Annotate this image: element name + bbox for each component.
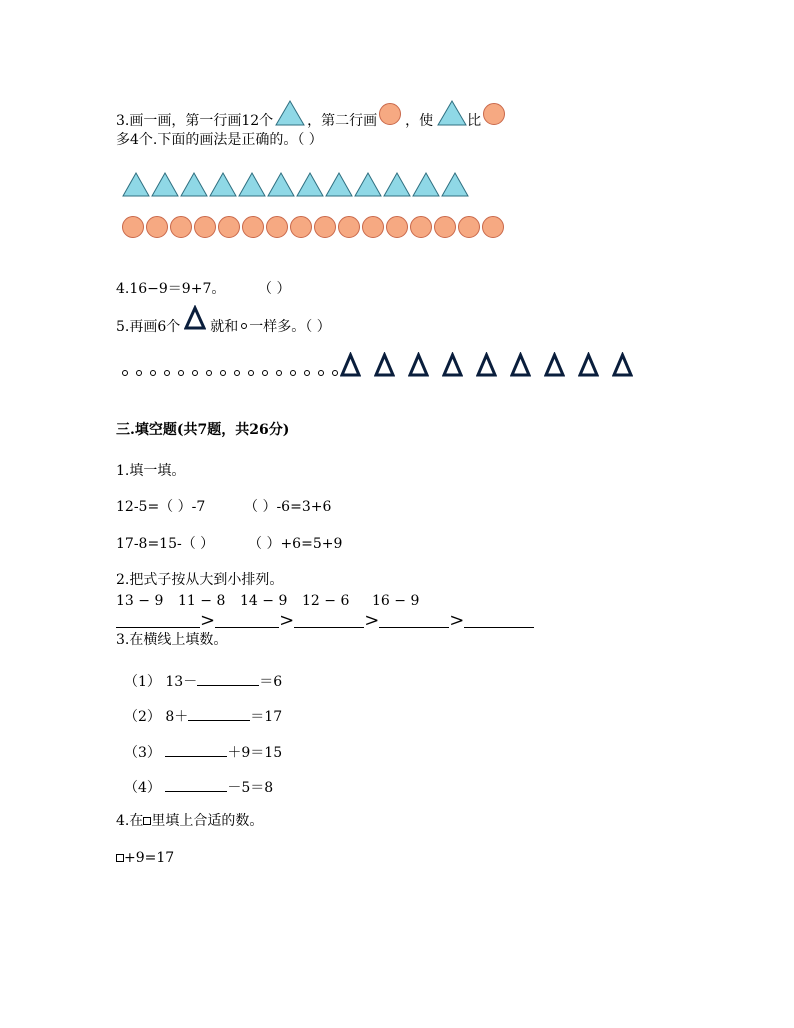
- answer-blank[interactable]: [165, 777, 227, 792]
- triangle-shape: [238, 172, 266, 197]
- answer-blank[interactable]: [215, 613, 279, 628]
- dot-shape: [122, 370, 128, 376]
- f4-title: [116, 814, 263, 828]
- triangle-shape: [267, 172, 295, 197]
- f2-expr-1: 13 − 9: [116, 593, 164, 609]
- dot-shape: [290, 370, 296, 376]
- f3-item-1: [124, 671, 282, 689]
- triangle-shape: [412, 172, 440, 197]
- f3-label: （1）: [124, 674, 161, 690]
- circle-shape: [314, 216, 336, 238]
- dot-row: [122, 370, 346, 376]
- dot-shape: [206, 370, 212, 376]
- q5-text-3: 一样多。（ ）: [249, 319, 331, 335]
- delta-shape: [510, 352, 531, 378]
- q3-text-1: 3.画一画，第一行画12个: [116, 113, 274, 129]
- q4-paren: （ ）: [258, 281, 291, 297]
- answer-blank[interactable]: [379, 613, 449, 628]
- q3-line1: [116, 96, 505, 130]
- triangle-shape: [383, 172, 411, 197]
- circle-shape: [146, 216, 168, 238]
- answer-blank[interactable]: [116, 613, 200, 628]
- delta-shape: [476, 352, 497, 378]
- dot-shape: [276, 370, 282, 376]
- circle-shape: [266, 216, 288, 238]
- f3-after: －5＝8: [227, 780, 274, 796]
- circle-shape: [338, 216, 360, 238]
- triangle-shape: [296, 172, 324, 197]
- delta-shape: [340, 352, 361, 378]
- answer-blank[interactable]: [188, 706, 250, 721]
- dot-shape: [304, 370, 310, 376]
- gt-sign: >: [449, 610, 465, 631]
- dot-shape: [262, 370, 268, 376]
- delta-shape: [612, 352, 633, 378]
- triangle-icon: [437, 100, 467, 126]
- triangle-shape: [354, 172, 382, 197]
- f3-item-3: [124, 742, 282, 760]
- q5-text-2: 就和: [210, 319, 239, 335]
- triangle-row: [122, 172, 470, 197]
- circle-shape: [170, 216, 192, 238]
- triangle-shape: [122, 172, 150, 197]
- circle-icon: [483, 103, 505, 125]
- delta-shape: [578, 352, 599, 378]
- f2-expr-4: 12 − 6: [302, 593, 350, 609]
- f2-answer-row: [116, 610, 534, 631]
- dot-shape: [192, 370, 198, 376]
- circle-shape: [290, 216, 312, 238]
- circle-shape: [242, 216, 264, 238]
- q3-line2: 多4个.下面的画法是正确的。（ ）: [116, 132, 323, 148]
- answer-blank[interactable]: [197, 671, 259, 686]
- f1-d: （ ）+6=5+9: [248, 536, 343, 552]
- circle-shape: [194, 216, 216, 238]
- f4-title-after: 里填上合适的数。: [151, 813, 264, 829]
- circle-shape: [386, 216, 408, 238]
- section-title: 三.填空题(共7题，共26分): [116, 422, 290, 438]
- f4-title-before: 4.在: [116, 813, 144, 829]
- q5-text-1: 5.再画6个: [116, 319, 181, 335]
- f3-item-2: [124, 706, 282, 724]
- f1-a: 12-5=（ ）-7: [116, 499, 206, 515]
- dot-shape: [150, 370, 156, 376]
- dot-shape: [178, 370, 184, 376]
- dot-shape: [318, 370, 324, 376]
- gt-sign: >: [364, 610, 380, 631]
- q3-text-2: ，第二行画: [307, 113, 378, 129]
- circle-shape: [362, 216, 384, 238]
- circle-shape: [434, 216, 456, 238]
- f3-label: （4）: [124, 780, 161, 796]
- f2-expr-2: 11 − 8: [178, 593, 226, 609]
- gt-sign: >: [279, 610, 295, 631]
- delta-shape: [374, 352, 395, 378]
- delta-shape: [442, 352, 463, 378]
- q4-text: 4.16−9＝9+7。: [116, 281, 226, 297]
- f3-item-4: [124, 777, 273, 795]
- q3-text-4: 比: [467, 113, 482, 129]
- q3-text-3: ，使: [405, 113, 434, 129]
- f2-expr-3: 14 − 9: [240, 593, 288, 609]
- circle-shape: [410, 216, 432, 238]
- dot-shape: [248, 370, 254, 376]
- triangle-shape: [325, 172, 353, 197]
- answer-blank[interactable]: [464, 613, 534, 628]
- triangle-shape: [151, 172, 179, 197]
- triangle-shape: [441, 172, 469, 197]
- f2-expr-5: 16 − 9: [372, 593, 420, 609]
- triangle-shape: [180, 172, 208, 197]
- answer-blank[interactable]: [294, 613, 364, 628]
- delta-shape: [408, 352, 429, 378]
- f3-label: （2）: [124, 709, 161, 725]
- dot-shape: [136, 370, 142, 376]
- f4-eq-line: [116, 851, 174, 865]
- circle-row: [122, 216, 506, 238]
- dot-shape: [164, 370, 170, 376]
- dot-icon: [241, 323, 247, 329]
- f1-c: 17-8=15-（ ）: [116, 536, 215, 552]
- circle-shape: [482, 216, 504, 238]
- f4-eq: +9=17: [124, 850, 175, 866]
- circle-icon: [379, 103, 401, 125]
- delta-shape: [544, 352, 565, 378]
- triangle-shape: [209, 172, 237, 197]
- triangle-icon: [275, 100, 305, 126]
- f2-title: 2.把式子按从大到小排列。: [116, 572, 284, 588]
- f3-title: 3.在横线上填数。: [116, 632, 228, 648]
- delta-icon: [184, 305, 206, 331]
- answer-box[interactable]: [116, 854, 124, 862]
- dot-shape: [234, 370, 240, 376]
- circle-shape: [218, 216, 240, 238]
- circle-shape: [122, 216, 144, 238]
- f3-label: （3）: [124, 745, 161, 761]
- f3-after: ＝6: [259, 674, 283, 690]
- gt-sign: >: [200, 610, 216, 631]
- dot-shape: [220, 370, 226, 376]
- f3-after: ＝17: [250, 709, 283, 725]
- delta-row: [340, 352, 646, 378]
- circle-shape: [458, 216, 480, 238]
- f3-before: 8＋: [165, 709, 189, 725]
- f1-title: 1.填一填。: [116, 463, 186, 479]
- q5-line: [116, 300, 331, 336]
- f3-after: ＋9＝15: [227, 745, 283, 761]
- dot-shape: [332, 370, 338, 376]
- f1-b: （ ）-6=3+6: [244, 499, 332, 515]
- f3-before: 13－: [165, 674, 198, 690]
- answer-blank[interactable]: [165, 742, 227, 757]
